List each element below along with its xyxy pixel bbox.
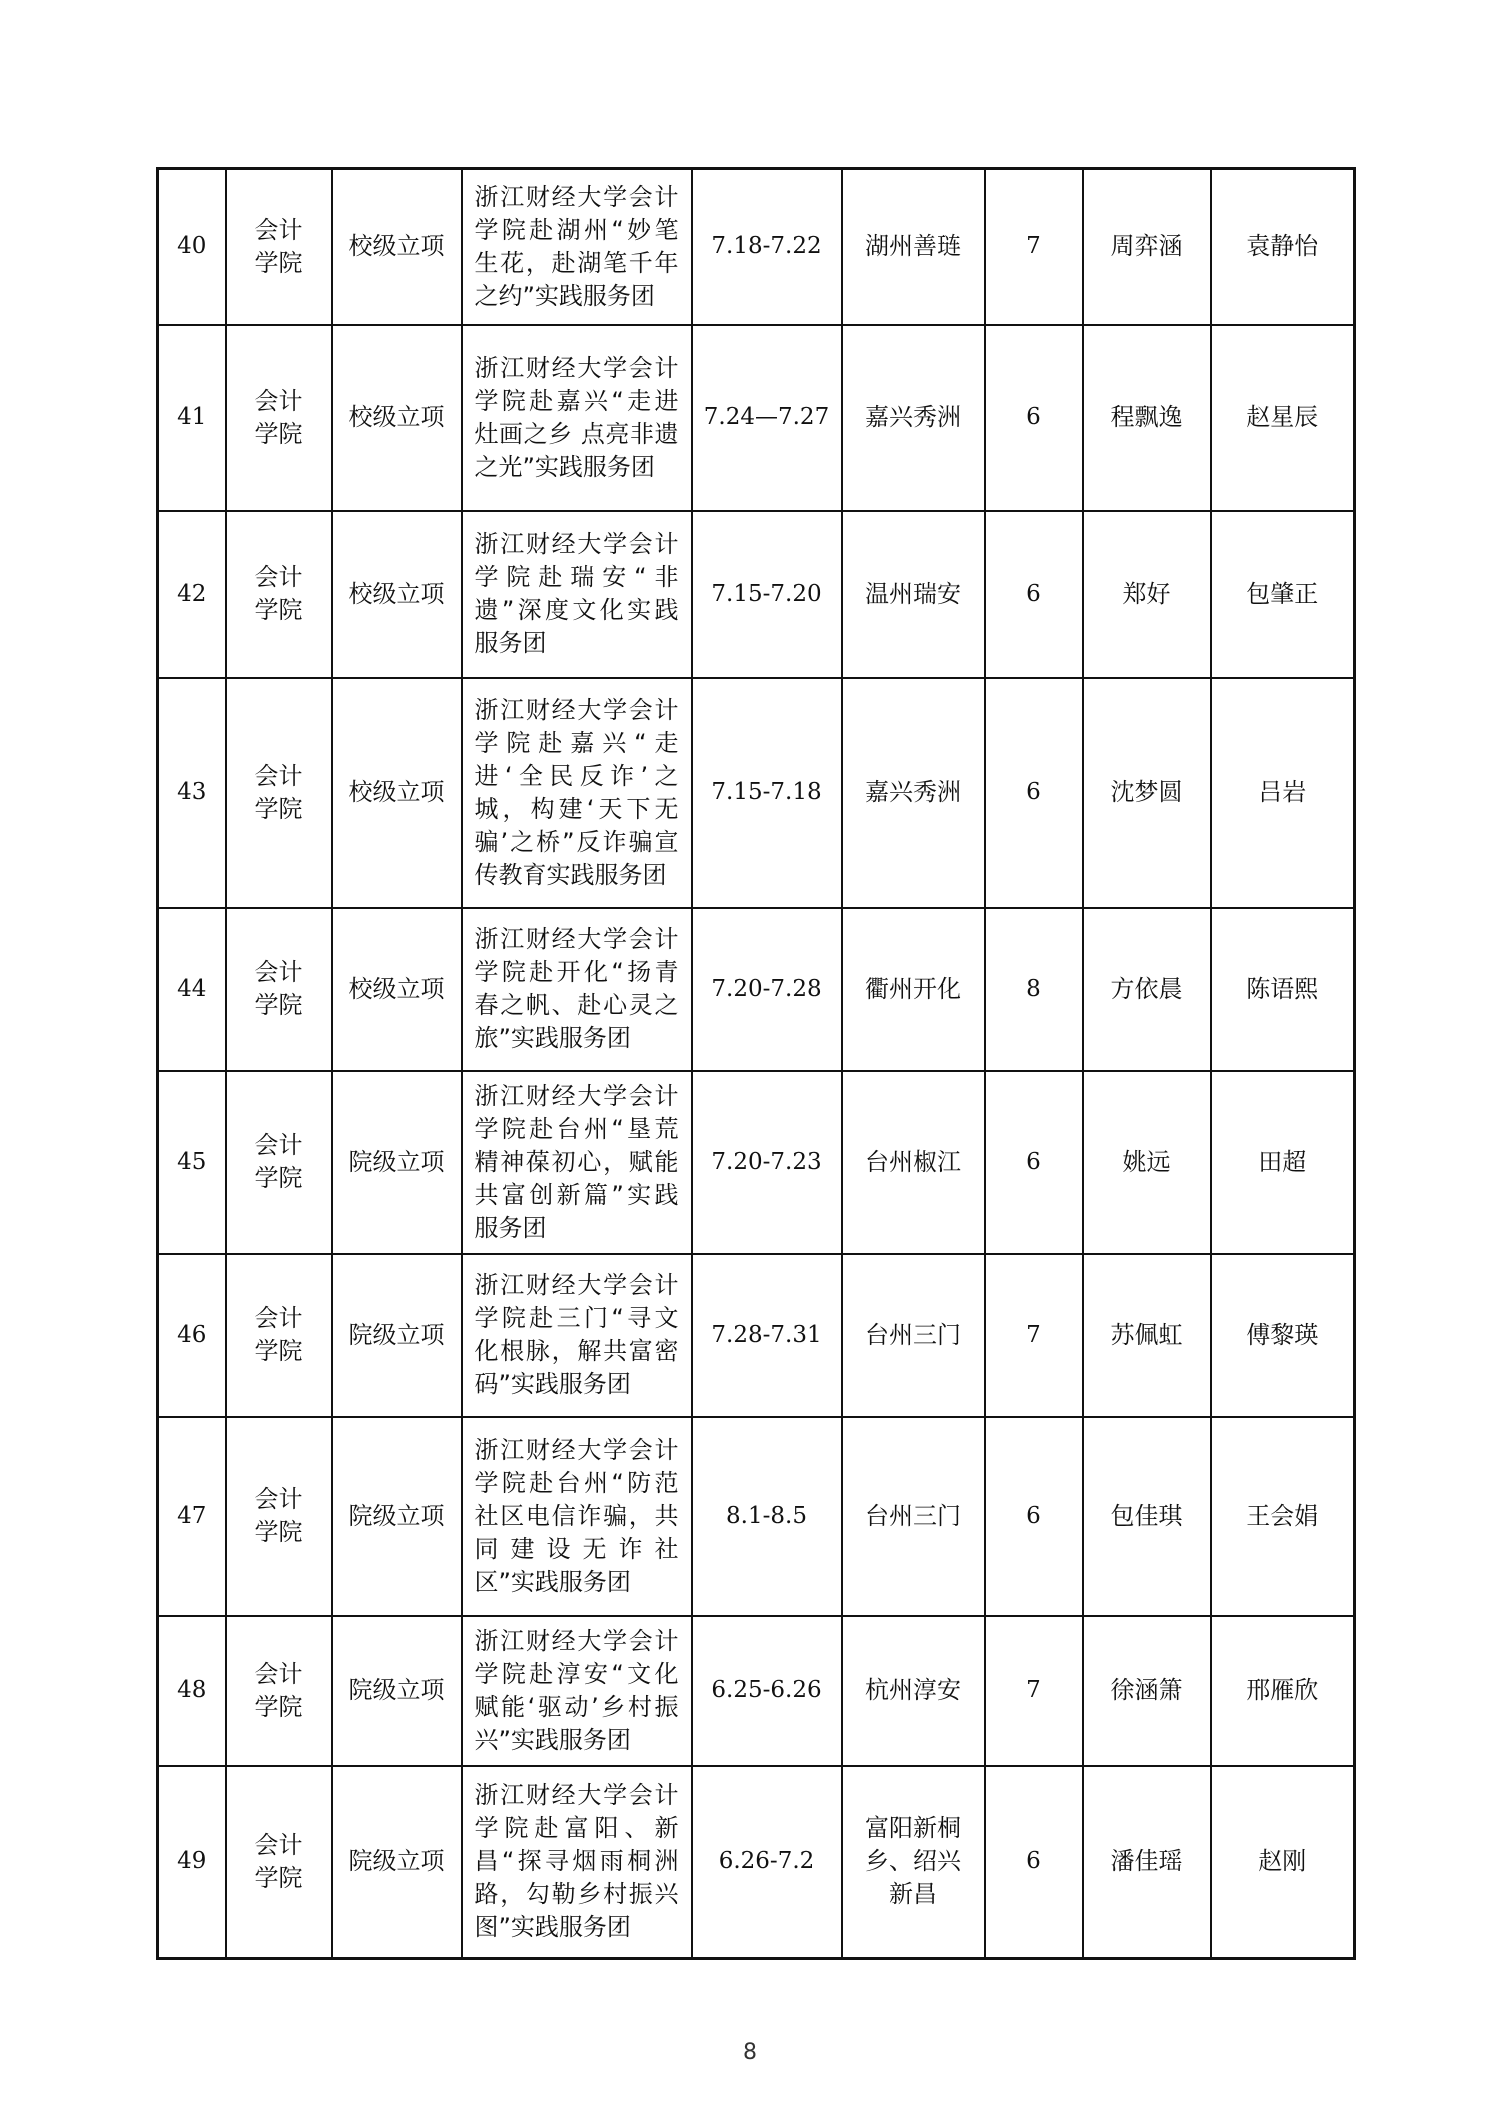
cell-level: 校级立项 [332,908,462,1071]
cell-project-title: 浙江财经大学会计学院赴嘉兴“走进灶画之乡 点亮非遗之光”实践服务团 [462,325,692,511]
cell-college: 会计学院 [226,169,332,325]
cell-advisor: 田超 [1211,1071,1355,1254]
cell-college: 会计学院 [226,678,332,908]
cell-leader: 潘佳瑶 [1083,1766,1211,1959]
cell-college: 会计学院 [226,1254,332,1417]
practice-team-table [156,167,1356,1960]
cell-dates: 7.20-7.28 [692,908,842,1071]
cell-dates: 7.18-7.22 [692,169,842,325]
cell-college: 会计学院 [226,1616,332,1766]
cell-level: 校级立项 [332,325,462,511]
cell-advisor: 邢雁欣 [1211,1616,1355,1766]
table-row [158,1616,1355,1766]
cell-leader: 方依晨 [1083,908,1211,1071]
cell-location: 温州瑞安 [842,511,985,678]
cell-location: 台州三门 [842,1254,985,1417]
cell-location: 杭州淳安 [842,1616,985,1766]
cell-level: 校级立项 [332,169,462,325]
cell-level: 院级立项 [332,1417,462,1616]
cell-location: 嘉兴秀洲 [842,678,985,908]
table-row [158,1766,1355,1959]
cell-leader: 苏佩虹 [1083,1254,1211,1417]
cell-leader: 徐涵箫 [1083,1616,1211,1766]
cell-level: 院级立项 [332,1071,462,1254]
cell-dates: 6.25-6.26 [692,1616,842,1766]
cell-advisor: 吕岩 [1211,678,1355,908]
cell-dates: 7.28-7.31 [692,1254,842,1417]
cell-team-size: 7 [985,1254,1083,1417]
cell-project-title: 浙江财经大学会计学院赴淳安“文化赋能‘驱动’乡村振兴”实践服务团 [462,1616,692,1766]
cell-level: 院级立项 [332,1766,462,1959]
table-row [158,1254,1355,1417]
cell-team-size: 6 [985,325,1083,511]
cell-advisor: 包肇正 [1211,511,1355,678]
cell-number: 43 [158,678,226,908]
cell-number: 41 [158,325,226,511]
cell-college: 会计学院 [226,511,332,678]
table-row [158,511,1355,678]
cell-leader: 郑好 [1083,511,1211,678]
cell-project-title: 浙江财经大学会计学院赴瑞安“非遗”深度文化实践服务团 [462,511,692,678]
cell-dates: 7.24—7.27 [692,325,842,511]
cell-advisor: 王会娟 [1211,1417,1355,1616]
cell-number: 46 [158,1254,226,1417]
cell-advisor: 赵刚 [1211,1766,1355,1959]
cell-dates: 7.15-7.20 [692,511,842,678]
cell-leader: 程飘逸 [1083,325,1211,511]
cell-college: 会计学院 [226,325,332,511]
cell-level: 院级立项 [332,1254,462,1417]
cell-team-size: 6 [985,678,1083,908]
cell-project-title: 浙江财经大学会计学院赴台州“防范社区电信诈骗，共同建设无诈社区”实践服务团 [462,1417,692,1616]
cell-advisor: 袁静怡 [1211,169,1355,325]
cell-project-title: 浙江财经大学会计学院赴开化“扬青春之帆、赴心灵之旅”实践服务团 [462,908,692,1071]
cell-number: 44 [158,908,226,1071]
cell-location: 富阳新桐乡、绍兴新昌 [842,1766,985,1959]
cell-team-size: 7 [985,1616,1083,1766]
cell-number: 49 [158,1766,226,1959]
cell-advisor: 傅黎瑛 [1211,1254,1355,1417]
cell-project-title: 浙江财经大学会计学院赴湖州“妙笔生花，赴湖笔千年之约”实践服务团 [462,169,692,325]
cell-college: 会计学院 [226,908,332,1071]
cell-dates: 7.15-7.18 [692,678,842,908]
cell-team-size: 7 [985,169,1083,325]
cell-team-size: 6 [985,1417,1083,1616]
cell-number: 48 [158,1616,226,1766]
table-row [158,908,1355,1071]
cell-team-size: 6 [985,1071,1083,1254]
cell-location: 嘉兴秀洲 [842,325,985,511]
cell-team-size: 6 [985,1766,1083,1959]
cell-project-title: 浙江财经大学会计学院赴台州“垦荒精神葆初心，赋能共富创新篇”实践服务团 [462,1071,692,1254]
cell-level: 院级立项 [332,1616,462,1766]
table-body [158,169,1355,1959]
cell-number: 45 [158,1071,226,1254]
cell-number: 40 [158,169,226,325]
cell-dates: 7.20-7.23 [692,1071,842,1254]
cell-advisor: 陈语熙 [1211,908,1355,1071]
cell-dates: 6.26-7.2 [692,1766,842,1959]
cell-number: 47 [158,1417,226,1616]
cell-leader: 包佳琪 [1083,1417,1211,1616]
cell-dates: 8.1-8.5 [692,1417,842,1616]
cell-college: 会计学院 [226,1766,332,1959]
table-row [158,1417,1355,1616]
cell-location: 湖州善琏 [842,169,985,325]
cell-project-title: 浙江财经大学会计学院赴嘉兴“走进‘全民反诈’之城，构建‘天下无骗’之桥”反诈骗宣传教育实践服务团 [462,678,692,908]
table-row [158,169,1355,325]
table-row [158,1071,1355,1254]
cell-college: 会计学院 [226,1417,332,1616]
cell-number: 42 [158,511,226,678]
cell-level: 校级立项 [332,511,462,678]
cell-advisor: 赵星辰 [1211,325,1355,511]
table-row [158,325,1355,511]
cell-leader: 姚远 [1083,1071,1211,1254]
table-row [158,678,1355,908]
cell-location: 台州三门 [842,1417,985,1616]
cell-location: 台州椒江 [842,1071,985,1254]
cell-team-size: 8 [985,908,1083,1071]
cell-location: 衢州开化 [842,908,985,1071]
cell-team-size: 6 [985,511,1083,678]
cell-project-title: 浙江财经大学会计学院赴三门“寻文化根脉，解共富密码”实践服务团 [462,1254,692,1417]
cell-leader: 沈梦圆 [1083,678,1211,908]
cell-project-title: 浙江财经大学会计学院赴富阳、新昌“探寻烟雨桐洲路，勾勒乡村振兴图”实践服务团 [462,1766,692,1959]
cell-level: 校级立项 [332,678,462,908]
cell-leader: 周弈涵 [1083,169,1211,325]
page-number: 8 [743,2040,757,2065]
cell-college: 会计学院 [226,1071,332,1254]
